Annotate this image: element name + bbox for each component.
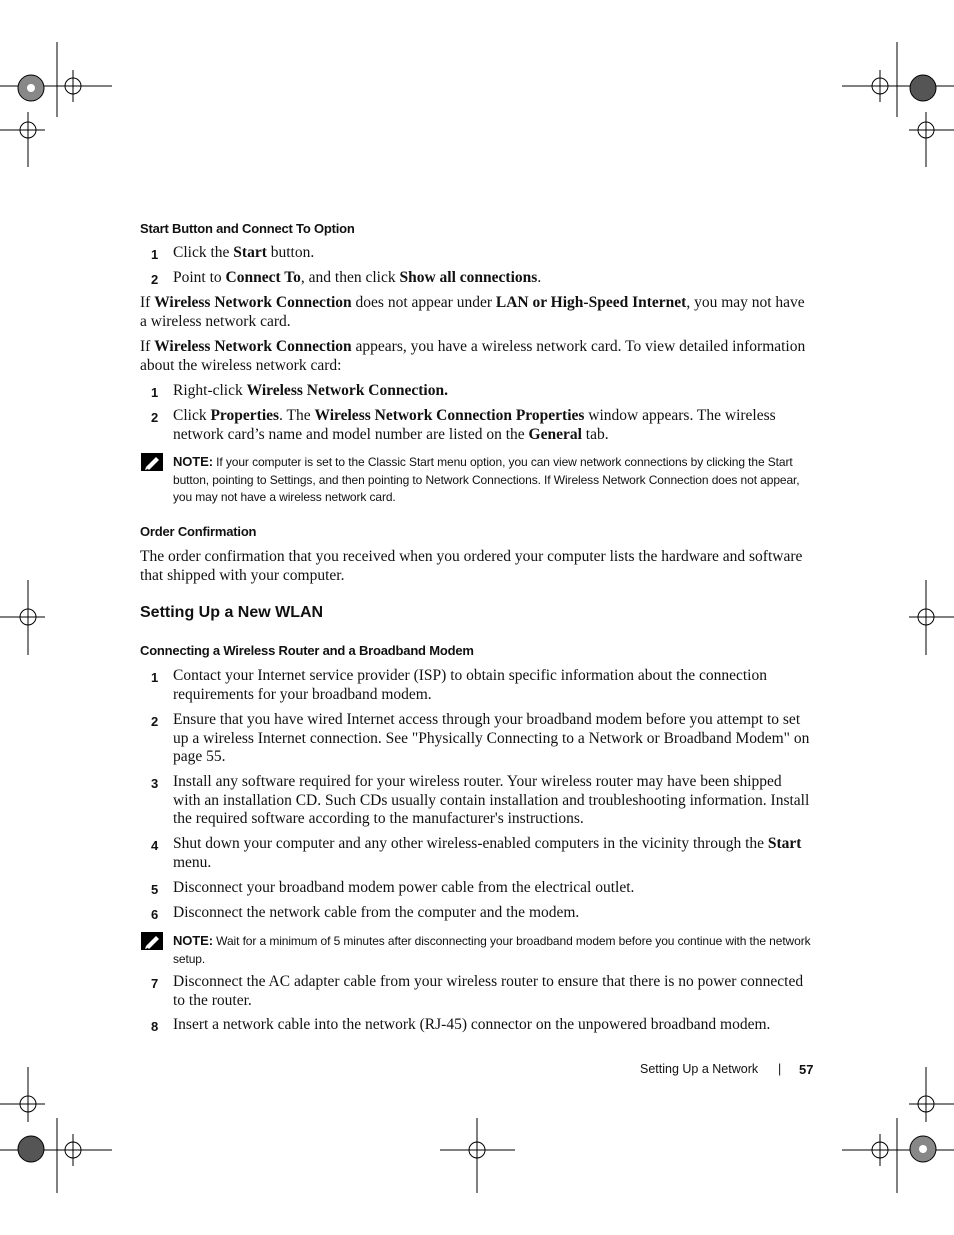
step-6: Disconnect the network cable from the computer and the modem. bbox=[173, 904, 580, 921]
paragraph-no-wireless: If Wireless Network Connection does not appear under LAN or High-Speed Internet, you may not have a wireless network card. bbox=[140, 294, 805, 330]
step-2: Click Properties. The Wireless Network Connection Properties window appears. The wireless network card’s name and model number are listed on the General tab. bbox=[173, 407, 776, 443]
paragraph-order-confirmation: The order confirmation that you received when you ordered your computer lists the hardware and software that shipped with your computer. bbox=[140, 548, 803, 584]
step-2: Point to Connect To, and then click Show all connections. bbox=[173, 269, 542, 286]
step-5: Disconnect your broadband modem power cable from the electrical outlet. bbox=[173, 879, 635, 896]
step-1: Right-click Wireless Network Connection. bbox=[173, 382, 448, 399]
step-3: Install any software required for your wireless router. Your wireless router may have been shipped with an installation CD. Such CDs usually contain installation and troubleshooting information. Install the required software according to the manufacturer's instructions. bbox=[173, 773, 810, 827]
step-number: 8 bbox=[151, 1019, 159, 1034]
subheading-router-modem: Connecting a Wireless Router and a Broadband Modem bbox=[140, 643, 474, 658]
step-number: 6 bbox=[151, 907, 159, 922]
paragraph-wireless-appears: If Wireless Network Connection appears, you have a wireless network card. To view detailed information about the wireless network card: bbox=[140, 338, 806, 374]
step-number: 3 bbox=[151, 776, 159, 791]
step-number: 7 bbox=[151, 976, 159, 991]
step-number: 1 bbox=[151, 247, 159, 262]
step-1: Click the Start button. bbox=[173, 244, 315, 261]
step-2: Ensure that you have wired Internet access through your broadband modem before you attempt to set up a wireless Internet connection. See "Physically Connecting to a Network or Broadband Modem" on page 55. bbox=[173, 711, 810, 765]
note-classic-start: NOTE: If your computer is set to the Classic Start menu option, you can view network connections by clicking the Start button, pointing to Settings, and then pointing to Network Connections. If Wireless Network Connection does not appear, you may not have a wireless network card. bbox=[173, 454, 800, 504]
heading-new-wlan: Setting Up a New WLAN bbox=[140, 604, 324, 621]
step-number: 1 bbox=[151, 385, 159, 400]
step-number: 1 bbox=[151, 670, 159, 685]
step-number: 2 bbox=[151, 714, 159, 729]
footer-separator: | bbox=[778, 1062, 782, 1076]
step-1: Contact your Internet service provider (ISP) to obtain specific information about the connection requirements for your broadband modem. bbox=[173, 667, 767, 703]
step-number: 5 bbox=[151, 882, 159, 897]
note-pencil-icon bbox=[140, 931, 164, 951]
note-wait-five-minutes: NOTE: Wait for a minimum of 5 minutes after disconnecting your broadband modem before you continue with the network setup. bbox=[173, 933, 811, 966]
heading-start-button: Start Button and Connect To Option bbox=[140, 221, 355, 236]
footer-section-title: Setting Up a Network bbox=[640, 1062, 759, 1076]
step-number: 2 bbox=[151, 272, 159, 287]
step-8: Insert a network cable into the network (RJ-45) connector on the unpowered broadband modem. bbox=[173, 1016, 771, 1033]
step-number: 2 bbox=[151, 410, 159, 425]
note-pencil-icon bbox=[140, 452, 164, 472]
step-number: 4 bbox=[151, 838, 159, 853]
page-number: 57 bbox=[799, 1062, 814, 1077]
step-7: Disconnect the AC adapter cable from your wireless router to ensure that there is no power connected to the router. bbox=[173, 973, 804, 1009]
heading-order-confirmation: Order Confirmation bbox=[140, 524, 257, 539]
step-4: Shut down your computer and any other wireless-enabled computers in the vicinity through the Start menu. bbox=[173, 835, 802, 871]
